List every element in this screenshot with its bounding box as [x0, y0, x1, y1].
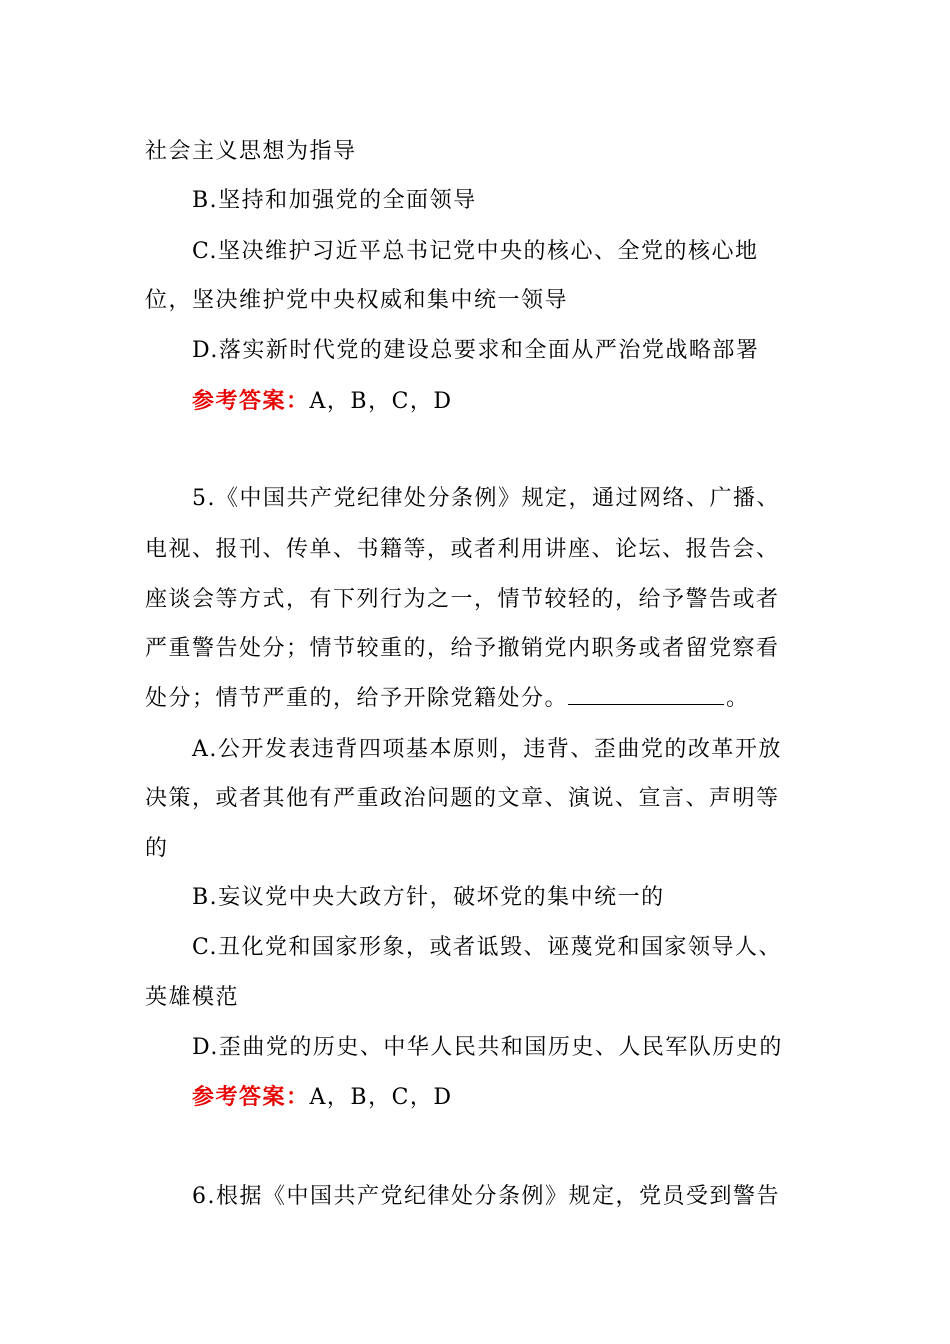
- q4-answer-label: 参考答案：: [192, 388, 310, 414]
- q5-option-a-line2: 决策，或者其他有严重政治问题的文章、演说、宣言、声明等: [145, 786, 780, 811]
- q5-option-a-line3: 的: [145, 836, 169, 861]
- q4-option-d: D.落实新时代党的建设总要求和全面从严治党战略部署: [192, 338, 760, 363]
- q4-option-c-line2: 位，坚决维护党中央权威和集中统一领导: [145, 288, 569, 313]
- q5-option-c-line2: 英雄模范: [145, 985, 240, 1010]
- q5-option-c-line1: C.丑化党和国家形象，或者诋毁、诬蔑党和国家领导人、: [192, 935, 783, 960]
- q5-stem-line1: 5.《中国共产党纪律处分条例》规定，通过网络、广播、: [192, 486, 780, 511]
- q5-stem-line4: 严重警告处分；情节较重的，给予撤销党内职务或者留党察看: [145, 636, 780, 661]
- q4-answer: [192, 386, 453, 417]
- q5-option-b: B.妄议党中央大政方针，破坏党的集中统一的: [192, 885, 665, 910]
- q5-answer: [192, 1082, 453, 1113]
- q4-option-c-line1: C.坚决维护习近平总书记党中央的核心、全党的核心地: [192, 239, 759, 264]
- q5-stem-line2: 电视、报刊、传单、书籍等，或者利用讲座、论坛、报告会、: [145, 537, 780, 562]
- q6-stem-line1: 6.根据《中国共产党纪律处分条例》规定，党员受到警告: [192, 1184, 780, 1209]
- q4-answer-value: A，B，C，D: [309, 389, 453, 414]
- answer-blank: [568, 684, 724, 705]
- q5-option-d: D.歪曲党的历史、中华人民共和国历史、人民军队历史的: [192, 1035, 783, 1060]
- q5-option-a-line1: A.公开发表违背四项基本原则，违背、歪曲党的改革开放: [192, 737, 782, 762]
- q5-stem-line5: [145, 684, 750, 714]
- q4-text-line: 社会主义思想为指导: [145, 139, 357, 164]
- q5-stem-line5-text: 处分；情节严重的，给予开除党籍处分。: [145, 686, 569, 711]
- q4-option-b: B.坚持和加强党的全面领导: [192, 188, 477, 213]
- q5-answer-label: 参考答案：: [192, 1084, 310, 1110]
- q5-answer-value: A，B，C，D: [309, 1085, 453, 1110]
- q5-stem-line5-end: 。: [726, 686, 750, 711]
- q5-stem-line3: 座谈会等方式，有下列行为之一，情节较轻的，给予警告或者: [145, 587, 780, 612]
